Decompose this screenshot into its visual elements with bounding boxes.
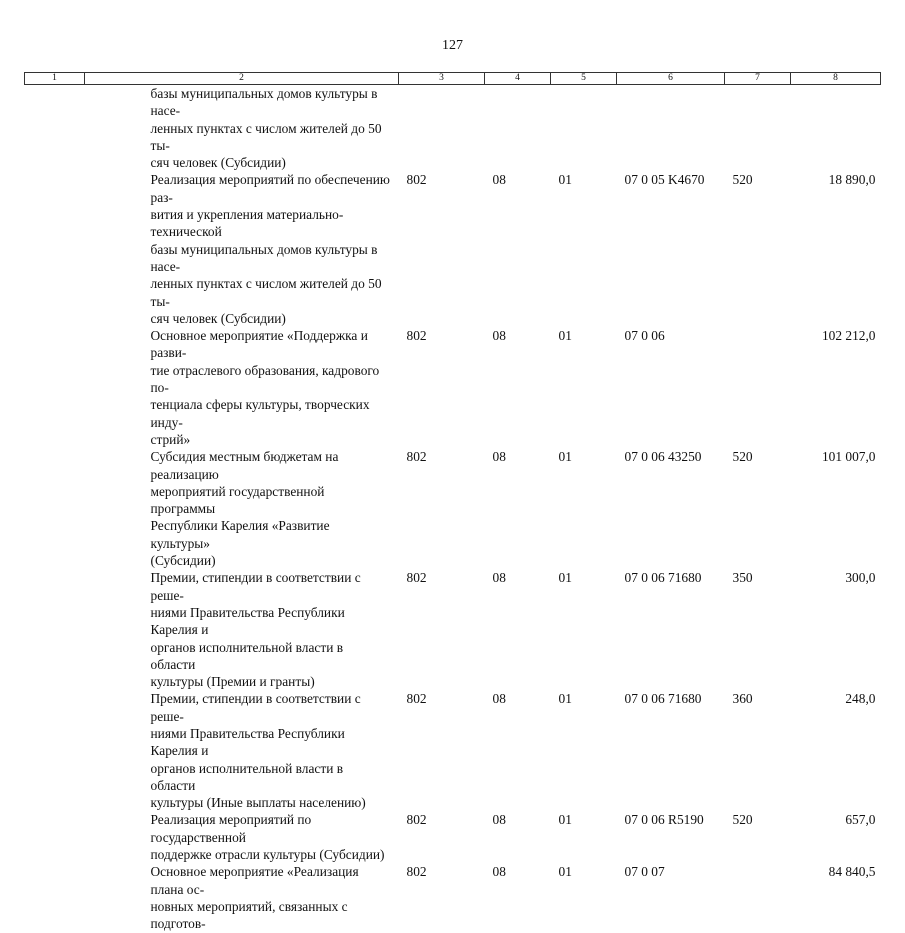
item-name-line: тие отраслевого образования, кадрового по- [150, 362, 380, 396]
section-code-cell: 08 [492, 328, 506, 344]
subsection-code-cell: 01 [558, 812, 572, 828]
subsection-code-cell [551, 85, 617, 172]
expense-type-cell [725, 863, 791, 932]
item-name-line: (Субсидии) [150, 553, 216, 569]
amount-cell: 101 007,0 [821, 449, 876, 465]
item-name-line: Премии, стипендии в соответствии с реше- [150, 691, 361, 724]
item-name-line: Реализация мероприятий по обеспечению раз- [150, 172, 390, 205]
row-number-cell [25, 811, 85, 863]
item-name-line: тенциала сферы культуры, творческих инду- [150, 397, 370, 430]
page-number: 127 [442, 38, 463, 53]
section-code-cell: 08 [492, 691, 506, 707]
table-row [25, 85, 881, 172]
item-name-line: вития и укрепления материально-технической [150, 207, 344, 240]
subsection-code-cell: 01 [558, 570, 572, 586]
section-code-cell: 08 [492, 570, 506, 586]
target-article-cell: 07 0 07 [624, 864, 665, 880]
amount-cell: 657,0 [845, 812, 876, 828]
item-name-line: поддержке отрасли культуры (Субсидии) [150, 847, 385, 863]
amount-cell: 102 212,0 [821, 328, 876, 344]
section-code-cell [485, 85, 551, 172]
target-article-cell: 07 0 06 R5190 [624, 812, 704, 828]
item-name-cell [85, 811, 399, 863]
item-name-cell [85, 690, 399, 811]
expense-type-cell: 350 [732, 570, 753, 586]
item-name-line: органов исполнительной власти в области [150, 639, 344, 672]
expense-type-cell: 520 [732, 812, 753, 828]
section-code-cell: 08 [492, 812, 506, 828]
table-body [25, 85, 881, 933]
budget-table [24, 72, 881, 933]
section-code-cell: 08 [492, 449, 506, 465]
section-code-cell: 08 [492, 864, 506, 880]
item-name-line: культуры (Премии и гранты) [150, 674, 315, 690]
item-name-line: сяч человек (Субсидии) [150, 155, 286, 171]
column-header: 7 [725, 73, 791, 85]
item-name-line: сяч человек (Субсидии) [150, 310, 286, 326]
subsection-code-cell: 01 [558, 328, 572, 344]
target-article-cell: 07 0 06 71680 [624, 570, 702, 586]
item-name-cell [85, 569, 399, 690]
subsection-code-cell: 01 [558, 691, 572, 707]
column-number-header [25, 73, 881, 85]
item-name-line: базы муниципальных домов культуры в насе- [150, 86, 378, 119]
item-name-cell [85, 448, 399, 569]
table-row [25, 863, 881, 932]
column-header: 3 [399, 73, 485, 85]
amount-cell: 18 890,0 [828, 172, 876, 188]
ministry-code-cell: 802 [406, 570, 427, 586]
item-name-cell [85, 863, 399, 932]
ministry-code-cell: 802 [406, 449, 427, 465]
table-row [25, 448, 881, 569]
section-code-cell: 08 [492, 172, 506, 188]
item-name-line: ниями Правительства Республики Карелия и [150, 725, 345, 759]
target-article-cell: 07 0 06 71680 [624, 691, 702, 707]
row-number-cell [25, 448, 85, 569]
item-name-line: ленных пунктах с числом жителей до 50 ты- [150, 120, 382, 153]
row-number-cell [25, 327, 85, 448]
column-header: 4 [485, 73, 551, 85]
item-name-line: базы муниципальных домов культуры в насе- [150, 241, 378, 274]
amount-cell: 84 840,5 [828, 864, 876, 880]
target-article-cell: 07 0 06 [624, 328, 665, 344]
table-row [25, 690, 881, 811]
column-header: 6 [617, 73, 725, 85]
item-name-cell [85, 327, 399, 448]
column-header: 1 [25, 73, 85, 85]
item-name-line: Премии, стипендии в соответствии с реше- [150, 570, 361, 603]
table-row [25, 569, 881, 690]
item-name-cell [85, 171, 399, 327]
row-number-cell [25, 569, 85, 690]
amount-cell: 300,0 [845, 570, 876, 586]
row-number-cell [25, 690, 85, 811]
item-name-line: культуры (Иные выплаты населению) [150, 795, 366, 811]
ministry-code-cell: 802 [406, 172, 427, 188]
item-name-line: стрий» [150, 431, 191, 447]
target-article-cell [617, 85, 725, 172]
item-name-line: Субсидия местным бюджетам на реализацию [150, 449, 339, 482]
item-name-line: Основное мероприятие «Поддержка и разви- [150, 328, 368, 361]
column-header: 5 [551, 73, 617, 85]
item-name-cell [85, 85, 399, 172]
ministry-code-cell [399, 85, 485, 172]
subsection-code-cell: 01 [558, 864, 572, 880]
expense-type-cell: 360 [732, 691, 753, 707]
item-name-line: ниями Правительства Республики Карелия и [150, 604, 345, 638]
target-article-cell: 07 0 05 K4670 [624, 172, 705, 188]
amount-cell: 248,0 [845, 691, 876, 707]
column-header: 8 [791, 73, 881, 85]
row-number-cell [25, 863, 85, 932]
ministry-code-cell: 802 [406, 691, 427, 707]
subsection-code-cell: 01 [558, 172, 572, 188]
expense-type-cell: 520 [732, 449, 753, 465]
item-name-line: новных мероприятий, связанных с подготов- [150, 898, 348, 932]
item-name-line: Основное мероприятие «Реализация плана ос- [150, 864, 359, 897]
expense-type-cell [725, 327, 791, 448]
target-article-cell: 07 0 06 43250 [624, 449, 702, 465]
row-number-cell [25, 85, 85, 172]
item-name-line: ленных пунктах с числом жителей до 50 ты- [150, 276, 382, 309]
item-name-line: Республики Карелия «Развитие культуры» [150, 518, 330, 551]
table-row [25, 171, 881, 327]
item-name-line: органов исполнительной власти в области [150, 760, 344, 793]
row-number-cell [25, 171, 85, 327]
ministry-code-cell: 802 [406, 328, 427, 344]
ministry-code-cell: 802 [406, 864, 427, 880]
expense-type-cell [725, 85, 791, 172]
table-row [25, 327, 881, 448]
amount-cell [791, 85, 881, 172]
column-header: 2 [85, 73, 399, 85]
item-name-line: Реализация мероприятий по государственной [150, 812, 312, 845]
subsection-code-cell: 01 [558, 449, 572, 465]
ministry-code-cell: 802 [406, 812, 427, 828]
table-row [25, 811, 881, 863]
item-name-line: мероприятий государственной программы [150, 483, 325, 517]
expense-type-cell: 520 [732, 172, 753, 188]
